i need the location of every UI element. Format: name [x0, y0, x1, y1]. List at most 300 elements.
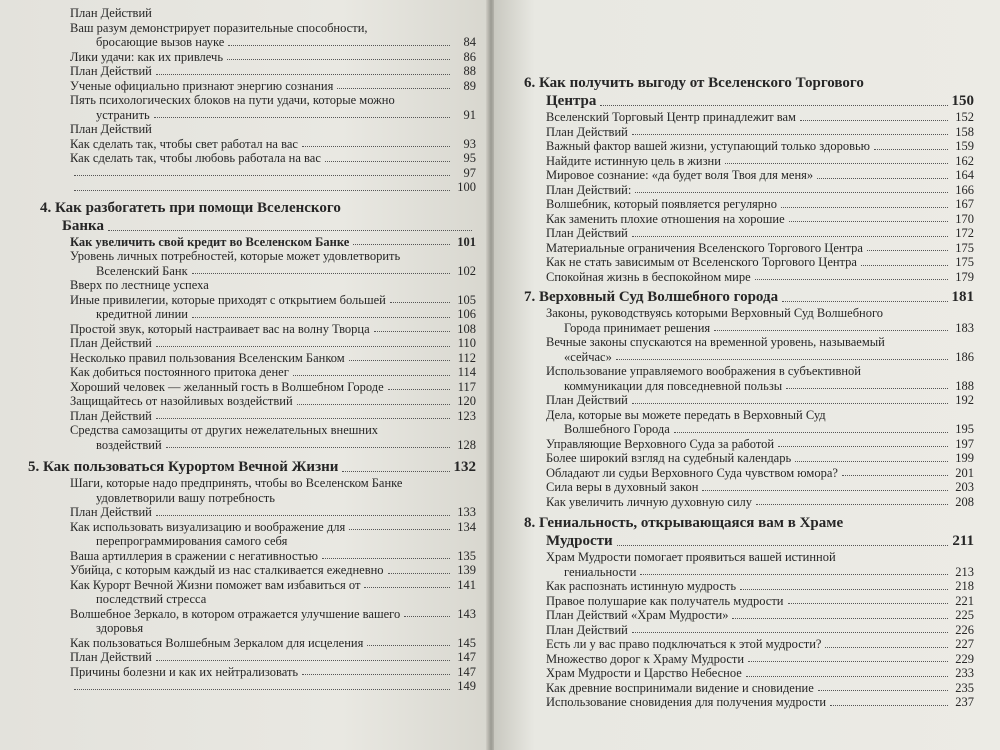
toc-entry	[8, 607, 476, 622]
leader-dots	[156, 515, 450, 516]
toc-entry-title: Обладают ли судьи Верховного Суда чувством юмора?	[546, 465, 838, 480]
leader-dots	[228, 45, 450, 46]
leader-dots	[632, 632, 948, 633]
leader-dots	[861, 265, 948, 266]
toc-entry-title: Как пользоваться Волшебным Зеркалом для исцеления	[70, 635, 364, 650]
toc-entry-page: 166	[955, 182, 974, 197]
toc-entry-page: 100	[457, 180, 476, 194]
toc-block-chapter-6	[524, 110, 974, 284]
toc-entry-title: Как древние воспринимали видение и сновидение	[546, 680, 814, 695]
chapter-5-heading	[8, 458, 476, 476]
toc-entry-title: Вверх по лестнице успеха	[70, 278, 209, 292]
toc-entry	[524, 110, 974, 125]
toc-entry-title: коммуникации для повседневной пользы	[564, 378, 783, 393]
toc-entry-page: 175	[955, 240, 974, 255]
toc-entry-page: 91	[463, 107, 476, 122]
toc-entry-title: Несколько правил пользования Вселенским Банком	[70, 350, 345, 365]
toc-entry	[8, 409, 476, 424]
toc-entry-title: Простой звук, который настраивает вас на волну Творца	[70, 321, 370, 336]
toc-entry-title: План Действий	[546, 124, 628, 139]
toc-entry-title: Уровень личных потребностей, которые может удовлетворить	[70, 249, 401, 263]
toc-entry-title: Убийца, с которым каждый из нас сталкивается ежедневно	[70, 563, 384, 577]
leader-dots	[156, 74, 450, 75]
toc-entry-title: План Действий	[70, 122, 152, 136]
leader-dots	[788, 603, 949, 604]
leader-dots	[740, 589, 948, 590]
toc-entry-title: Множество дорог к Храму Мудрости	[546, 651, 745, 666]
leader-dots	[166, 447, 450, 448]
toc-entry	[8, 93, 476, 108]
toc-entry-title: Законы, руководствуясь которыми Верховный Суд Волшебного	[546, 306, 884, 320]
toc-entry	[8, 35, 476, 50]
toc-entry	[524, 270, 974, 285]
toc-entry-page: 229	[955, 651, 974, 666]
toc-entry	[8, 79, 476, 94]
toc-entry-title: План Действий «Храм Мудрости»	[546, 608, 729, 622]
toc-entry-page: 186	[955, 349, 974, 364]
toc-entry	[524, 408, 974, 423]
chapter-7-heading	[524, 288, 974, 306]
toc-entry-page: 167	[955, 197, 974, 211]
chapter-8-page: 211	[952, 533, 974, 549]
chapter-6-title-text: Центра	[546, 93, 597, 109]
leader-dots	[786, 388, 948, 389]
chapter-4-title-text: Банка	[62, 217, 104, 234]
toc-entry-title: Лики удачи: как их привлечь	[70, 49, 224, 64]
leader-dots	[789, 221, 948, 222]
right-page	[494, 0, 1000, 750]
toc-entry-title: гениальности	[564, 564, 637, 579]
toc-entry	[524, 466, 974, 481]
toc-entry-title: План Действий	[70, 6, 152, 20]
toc-entry-page: 158	[955, 124, 974, 139]
leader-dots	[632, 403, 948, 404]
toc-entry-title: Как использовать визуализацию и воображение для	[70, 519, 346, 534]
toc-entry	[524, 335, 974, 350]
leader-dots	[725, 163, 948, 164]
chapter-5-page: 132	[453, 459, 476, 475]
toc-entry	[524, 623, 974, 638]
chapter-6-page: 150	[951, 93, 974, 109]
leader-dots	[781, 207, 948, 208]
leader-dots	[297, 404, 450, 405]
toc-entry	[8, 180, 476, 195]
chapter-8-title-line-2	[524, 532, 974, 550]
toc-entry-title: Как увеличить личную духовную силу	[546, 494, 753, 509]
toc-entry-title: План Действий	[546, 622, 628, 637]
toc-entry-page: 145	[457, 635, 476, 650]
toc-entry-page: 120	[457, 394, 476, 408]
toc-entry	[524, 594, 974, 609]
toc-entry-page: 235	[955, 680, 974, 695]
toc-entry-title: Управляющие Верховного Суда за работой	[546, 436, 775, 451]
toc-entry-page: 164	[955, 168, 974, 182]
toc-entry	[8, 549, 476, 564]
toc-entry	[524, 437, 974, 452]
toc-entry-page: 101	[457, 234, 476, 249]
leader-dots	[322, 558, 450, 559]
toc-entry	[8, 650, 476, 665]
chapter-7-title: 7. Верховный Суд Волшебного города	[524, 289, 779, 305]
toc-entry	[8, 534, 476, 549]
toc-entry	[524, 212, 974, 227]
toc-entry	[8, 64, 476, 79]
toc-entry-page: 195	[955, 422, 974, 436]
toc-entry	[524, 565, 974, 580]
toc-entry-page: 123	[457, 408, 476, 423]
toc-entry	[8, 636, 476, 651]
toc-entry	[524, 226, 974, 241]
toc-entry-page: 221	[955, 593, 974, 608]
toc-entry-page: 105	[457, 292, 476, 307]
toc-entry	[8, 137, 476, 152]
toc-entry	[8, 679, 476, 694]
toc-entry-page: 179	[955, 269, 974, 284]
toc-entry-page: 159	[955, 139, 974, 153]
toc-entry	[524, 183, 974, 198]
toc-entry-page: 108	[457, 321, 476, 336]
leader-dots	[800, 120, 948, 121]
chapter-4-title-line-2	[8, 217, 476, 235]
toc-entry	[524, 125, 974, 140]
toc-block-chapter-8	[524, 550, 974, 710]
toc-entry	[524, 139, 974, 154]
leader-dots	[367, 645, 450, 646]
toc-entry	[524, 451, 974, 466]
toc-entry-page: 213	[955, 564, 974, 579]
toc-entry-title: План Действий	[70, 64, 152, 78]
leader-dots	[388, 389, 450, 390]
toc-entry-title: Как заменить плохие отношения на хорошие	[546, 211, 785, 226]
toc-entry-title: План Действий	[546, 393, 628, 407]
toc-entry-title: удовлетворили вашу потребность	[96, 490, 275, 505]
leader-dots	[374, 331, 450, 332]
toc-entry-title: Ваш разум демонстрирует поразительные способности,	[70, 20, 368, 35]
toc-entry-page: 133	[457, 505, 476, 519]
leader-dots	[782, 301, 947, 302]
toc-entry-title: План Действий:	[546, 182, 632, 197]
toc-entry	[8, 151, 476, 166]
chapter-7-page: 181	[951, 289, 974, 305]
leader-dots	[337, 88, 450, 89]
leader-dots	[756, 504, 948, 505]
toc-entry-title: Правое полушарие как получатель мудрости	[546, 593, 784, 608]
toc-entry-page: 117	[457, 379, 476, 394]
toc-entry	[524, 480, 974, 495]
toc-entry-page: 88	[463, 64, 476, 78]
leader-dots	[388, 573, 450, 574]
toc-entry	[8, 491, 476, 506]
chapter-6-title-line-1: 6. Как получить выгоду от Вселенского Торгового	[524, 75, 864, 91]
toc-entry-title: Как Курорт Вечной Жизни поможет вам избавиться от	[70, 577, 361, 592]
toc-entry	[524, 652, 974, 667]
toc-entry	[524, 379, 974, 394]
toc-entry-title: Найдите истинную цель в жизни	[546, 153, 721, 168]
toc-entry	[8, 322, 476, 337]
toc-entry	[8, 505, 476, 520]
leader-dots	[156, 346, 450, 347]
toc-entry-page: 147	[457, 650, 476, 664]
toc-entry-page: 237	[955, 695, 974, 709]
toc-entry-page: 143	[457, 606, 476, 621]
toc-entry-title: Хороший человек — желанный гость в Волшебном Городе	[70, 379, 384, 394]
toc-entry-title: Защищайтесь от назойливых воздействий	[70, 394, 293, 408]
toc-entry-title: здоровья	[96, 621, 144, 635]
toc-entry-title: Как увеличить свой кредит во Вселенском Банке	[70, 234, 350, 249]
toc-entry-title: Вечные законы спускаются на временной уровень, называемый	[546, 335, 885, 349]
toc-entry	[8, 293, 476, 308]
toc-entry-page: 135	[457, 548, 476, 563]
toc-entry-title: Как добиться постоянного притока денег	[70, 365, 289, 379]
toc-entry-page: 203	[955, 480, 974, 494]
toc-entry-page: 102	[457, 263, 476, 278]
toc-entry-title: Города принимает решения	[564, 320, 711, 335]
toc-entry-title: последствий стресса	[96, 592, 207, 606]
toc-block-chapter-3-tail	[8, 6, 476, 195]
toc-entry-title: Волшебного Города	[564, 422, 670, 436]
toc-entry-page: 134	[457, 519, 476, 534]
leader-dots	[74, 190, 450, 191]
toc-entry-page: 162	[955, 153, 974, 168]
toc-entry-title: Дела, которые вы можете передать в Верховный Суд	[546, 407, 826, 422]
toc-entry-title: Спокойная жизнь в беспокойном мире	[546, 269, 751, 284]
leader-dots	[640, 574, 948, 575]
leader-dots	[227, 59, 450, 60]
leader-dots	[830, 705, 948, 706]
toc-entry-title: Средства самозащиты от других нежелательных внешних	[70, 423, 379, 437]
leader-dots	[353, 244, 450, 245]
toc-entry-page: 139	[457, 563, 476, 577]
leader-dots	[325, 161, 450, 162]
toc-entry	[8, 621, 476, 636]
leader-dots	[617, 545, 948, 546]
toc-entry-page: 218	[955, 579, 974, 593]
leader-dots	[156, 418, 450, 419]
toc-entry	[524, 197, 974, 212]
toc-entry-title: Мировое сознание: «да будет воля Твоя для меня»	[546, 168, 814, 182]
toc-entry-page: 208	[955, 494, 974, 509]
toc-entry-title: бросающие вызов науке	[96, 35, 225, 49]
toc-entry	[524, 422, 974, 437]
toc-entry-page: 93	[463, 136, 476, 151]
toc-entry	[524, 608, 974, 623]
chapter-4-title-line-1: 4. Как разбогатеть при помощи Вселенского	[40, 199, 341, 216]
toc-entry-page: 192	[955, 393, 974, 407]
toc-entry-title: Материальные ограничения Вселенского Торгового Центра	[546, 240, 863, 255]
leader-dots	[778, 446, 948, 447]
toc-block-chapter-7	[524, 306, 974, 509]
toc-entry	[524, 637, 974, 652]
leader-dots	[616, 359, 948, 360]
toc-entry-title: Как сделать так, чтобы любовь работала на вас	[70, 151, 321, 165]
toc-entry-title: Ваша артиллерия в сражении с негативностью	[70, 548, 319, 563]
toc-entry-title: Шаги, которые надо предпринять, чтобы во Вселенском Банке	[70, 476, 403, 490]
toc-entry-page: 141	[457, 577, 476, 592]
toc-entry-title: Использование управляемого воображения в субъективной	[546, 364, 861, 378]
toc-entry	[524, 393, 974, 408]
toc-entry-title: План Действий	[70, 336, 152, 350]
toc-entry-page: 175	[955, 255, 974, 269]
toc-entry-page: 110	[457, 336, 476, 350]
toc-entry-page: 152	[955, 110, 974, 124]
toc-entry	[524, 666, 974, 681]
toc-entry-title: План Действий	[70, 650, 152, 664]
toc-entry-page: 128	[457, 437, 476, 452]
leader-dots	[867, 250, 948, 251]
leader-dots	[600, 105, 947, 106]
toc-entry-page: 89	[463, 78, 476, 93]
chapter-6-title-line-2	[524, 92, 974, 110]
leader-dots	[192, 273, 450, 274]
toc-entry	[8, 476, 476, 491]
toc-entry	[8, 351, 476, 366]
toc-entry	[524, 255, 974, 270]
toc-entry	[8, 278, 476, 293]
toc-entry	[8, 563, 476, 578]
leader-dots	[364, 587, 450, 588]
toc-entry-title: кредитной линии	[96, 307, 188, 321]
toc-entry	[524, 321, 974, 336]
chapter-5-title: 5. Как пользоваться Курортом Вечной Жизни	[28, 459, 339, 475]
toc-entry-title: Причины болезни и как их нейтрализовать	[70, 664, 299, 679]
toc-entry-title: Вселенский Банк	[96, 263, 188, 278]
leader-dots	[732, 618, 948, 619]
leader-dots	[74, 689, 450, 690]
toc-entry-title: устранить	[96, 107, 150, 122]
toc-entry	[8, 6, 476, 21]
toc-entry-title: Важный фактор вашей жизни, уступающий только здоровью	[546, 139, 871, 153]
toc-entry-title: воздействий	[96, 437, 162, 452]
toc-block-chapter-4	[8, 235, 476, 453]
toc-entry-title: «сейчас»	[564, 349, 612, 364]
toc-entry	[8, 592, 476, 607]
left-page	[0, 0, 488, 750]
toc-entry-page: 114	[457, 365, 476, 379]
toc-entry	[8, 108, 476, 123]
toc-entry-title: План Действий	[546, 226, 628, 240]
toc-entry-title: перепрограммирования самого себя	[96, 534, 288, 548]
leader-dots	[632, 134, 948, 135]
toc-entry-title: Вселенский Торговый Центр принадлежит вам	[546, 110, 796, 124]
toc-entry-page: 226	[955, 622, 974, 637]
toc-entry-title: Как сделать так, чтобы свет работал на вас	[70, 136, 298, 151]
toc-entry-title: Есть ли у вас право подключаться к этой мудрости?	[546, 637, 822, 651]
toc-entry-title: Храм Мудрости помогает проявиться вашей истинной	[546, 550, 836, 564]
toc-entry	[8, 438, 476, 453]
toc-entry-page: 112	[457, 350, 476, 365]
toc-entry-page: 95	[463, 151, 476, 165]
toc-entry-page: 97	[463, 165, 476, 180]
leader-dots	[349, 360, 450, 361]
toc-entry-page: 86	[463, 49, 476, 64]
toc-entry-page: 233	[955, 666, 974, 680]
leader-dots	[825, 647, 948, 648]
toc-entry	[524, 550, 974, 565]
leader-dots	[818, 690, 948, 691]
toc-entry-page: 149	[457, 679, 476, 693]
toc-entry-title: Как не стать зависимым от Вселенского Торгового Центра	[546, 255, 857, 269]
toc-entry	[8, 264, 476, 279]
toc-entry-page: 197	[955, 436, 974, 451]
toc-entry	[524, 154, 974, 169]
leader-dots	[874, 149, 948, 150]
leader-dots	[714, 330, 948, 331]
leader-dots	[635, 192, 948, 193]
leader-dots	[74, 175, 450, 176]
toc-entry	[524, 364, 974, 379]
toc-entry-title: Пять психологических блоков на пути удачи, которые можно	[70, 93, 395, 107]
toc-entry-page: 147	[457, 664, 476, 679]
toc-entry-page: 170	[955, 211, 974, 226]
leader-dots	[108, 230, 472, 231]
toc-entry-page: 183	[955, 320, 974, 335]
toc-entry-page: 199	[955, 451, 974, 465]
leader-dots	[795, 461, 948, 462]
toc-block-chapter-5	[8, 476, 476, 694]
leader-dots	[632, 236, 948, 237]
toc-entry	[8, 21, 476, 36]
leader-dots	[746, 676, 948, 677]
leader-dots	[156, 660, 450, 661]
toc-entry-title: Сила веры в духовный закон	[546, 480, 699, 494]
toc-entry	[524, 306, 974, 321]
leader-dots	[349, 529, 450, 530]
leader-dots	[192, 317, 450, 318]
leader-dots	[293, 375, 450, 376]
leader-dots	[674, 432, 948, 433]
leader-dots	[302, 674, 450, 675]
toc-entry	[8, 235, 476, 250]
toc-entry-title: Как распознать истинную мудрость	[546, 579, 737, 593]
chapter-8-title-line-1: 8. Гениальность, открывающаяся вам в Храме	[524, 515, 844, 531]
toc-entry	[8, 365, 476, 380]
toc-entry	[8, 166, 476, 181]
toc-entry-page: 188	[955, 378, 974, 393]
toc-entry-title: Ученые официально признают энергию сознания	[70, 78, 334, 93]
toc-entry	[524, 168, 974, 183]
toc-entry	[8, 307, 476, 322]
leader-dots	[390, 302, 450, 303]
leader-dots	[842, 475, 948, 476]
leader-dots	[404, 616, 450, 617]
leader-dots	[154, 117, 450, 118]
leader-dots	[702, 490, 948, 491]
toc-entry-page: 172	[955, 226, 974, 240]
toc-entry-title: Более широкий взгляд на судебный календарь	[546, 451, 792, 465]
toc-entry	[524, 695, 974, 710]
leader-dots	[302, 146, 450, 147]
toc-entry-title: Волшебник, который появляется регулярно	[546, 197, 777, 211]
toc-entry-title: План Действий	[70, 408, 152, 423]
toc-entry-title: План Действий	[70, 505, 152, 519]
toc-entry	[8, 336, 476, 351]
toc-entry-title: Иные привилегии, которые приходят с открытием большей	[70, 292, 386, 307]
toc-entry-title: Храм Мудрости и Царство Небесное	[546, 666, 742, 680]
leader-dots	[342, 471, 449, 472]
toc-entry	[524, 495, 974, 510]
toc-entry	[8, 249, 476, 264]
leader-dots	[817, 178, 948, 179]
toc-entry	[8, 520, 476, 535]
toc-entry-page: 225	[955, 608, 974, 622]
toc-entry	[8, 423, 476, 438]
toc-entry	[8, 578, 476, 593]
toc-entry-page: 201	[955, 465, 974, 480]
toc-entry	[8, 380, 476, 395]
toc-entry	[524, 681, 974, 696]
toc-entry-page: 106	[457, 307, 476, 321]
toc-entry-title: Волшебное Зеркало, в котором отражается улучшение вашего	[70, 606, 401, 621]
